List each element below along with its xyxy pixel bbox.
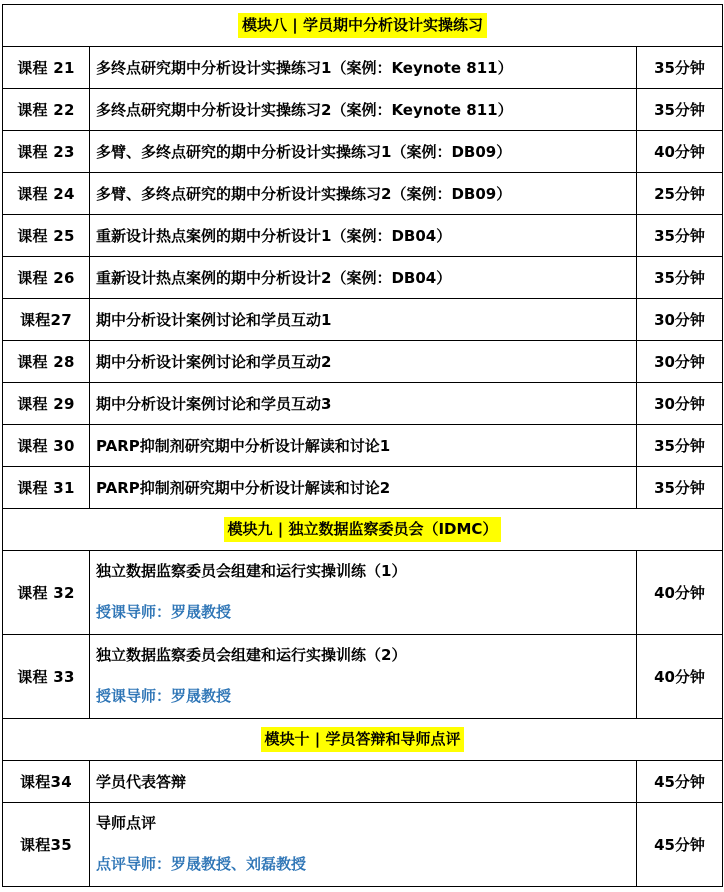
lesson-duration: 40分钟	[637, 131, 723, 173]
lesson-title: 多终点研究期中分析设计实操练习2（案例：Keynote 811）	[90, 89, 637, 131]
lesson-row	[3, 47, 723, 89]
lesson-duration: 35分钟	[637, 89, 723, 131]
lesson-row	[3, 551, 723, 635]
lesson-row	[3, 173, 723, 215]
lesson-duration: 35分钟	[637, 257, 723, 299]
lesson-number: 课程 33	[3, 635, 90, 719]
module-title: 模块十 | 学员答辩和导师点评	[261, 727, 465, 752]
lesson-number: 课程 23	[3, 131, 90, 173]
lesson-row	[3, 299, 723, 341]
lesson-number: 课程 25	[3, 215, 90, 257]
lesson-row	[3, 635, 723, 719]
lesson-number: 课程27	[3, 299, 90, 341]
lesson-row	[3, 131, 723, 173]
module-title: 模块九 | 独立数据监察委员会（IDMC）	[224, 517, 502, 542]
lesson-number: 课程 24	[3, 173, 90, 215]
lesson-number: 课程 26	[3, 257, 90, 299]
lesson-row	[3, 89, 723, 131]
lesson-row	[3, 803, 723, 887]
lesson-row	[3, 215, 723, 257]
lesson-title-cell	[90, 635, 637, 719]
lesson-number: 课程 29	[3, 383, 90, 425]
lesson-title: 期中分析设计案例讨论和学员互动1	[90, 299, 637, 341]
lesson-duration: 35分钟	[637, 467, 723, 509]
lesson-duration: 40分钟	[637, 635, 723, 719]
lesson-row	[3, 341, 723, 383]
lesson-duration: 30分钟	[637, 341, 723, 383]
lesson-number: 课程 32	[3, 551, 90, 635]
lesson-number: 课程34	[3, 761, 90, 803]
lesson-duration: 35分钟	[637, 215, 723, 257]
lesson-title-cell	[90, 551, 637, 635]
lesson-row	[3, 761, 723, 803]
lesson-title: 导师点评	[96, 813, 157, 832]
lesson-duration: 45分钟	[637, 803, 723, 887]
lesson-title: 重新设计热点案例的期中分析设计2（案例：DB04）	[90, 257, 637, 299]
lesson-number: 课程 31	[3, 467, 90, 509]
lesson-duration: 40分钟	[637, 551, 723, 635]
lesson-duration: 30分钟	[637, 299, 723, 341]
lesson-title: 期中分析设计案例讨论和学员互动3	[90, 383, 637, 425]
lesson-title: 学员代表答辩	[90, 761, 637, 803]
lesson-number: 课程 22	[3, 89, 90, 131]
module-header-row	[3, 719, 723, 761]
lesson-row	[3, 425, 723, 467]
lesson-title: 多终点研究期中分析设计实操练习1（案例：Keynote 811）	[90, 47, 637, 89]
module-header-row	[3, 509, 723, 551]
curriculum-table	[2, 4, 723, 887]
module-header-cell	[3, 5, 723, 47]
lesson-row	[3, 467, 723, 509]
lesson-title: 多臂、多终点研究的期中分析设计实操练习1（案例：DB09）	[90, 131, 637, 173]
lesson-title: PARP抑制剂研究期中分析设计解读和讨论1	[90, 425, 637, 467]
lesson-number: 课程35	[3, 803, 90, 887]
lesson-row	[3, 257, 723, 299]
lesson-teacher: 授课导师：罗晟教授	[96, 602, 232, 621]
module-header-cell	[3, 719, 723, 761]
lesson-title: 期中分析设计案例讨论和学员互动2	[90, 341, 637, 383]
lesson-title: 独立数据监察委员会组建和运行实操训练（1）	[96, 561, 407, 580]
module-title: 模块八 | 学员期中分析设计实操练习	[238, 13, 487, 38]
lesson-duration: 25分钟	[637, 173, 723, 215]
lesson-duration: 30分钟	[637, 383, 723, 425]
module-header-row	[3, 5, 723, 47]
module-header-cell	[3, 509, 723, 551]
lesson-number: 课程 30	[3, 425, 90, 467]
lesson-title: PARP抑制剂研究期中分析设计解读和讨论2	[90, 467, 637, 509]
lesson-number: 课程 28	[3, 341, 90, 383]
lesson-title: 多臂、多终点研究的期中分析设计实操练习2（案例：DB09）	[90, 173, 637, 215]
lesson-teacher: 授课导师：罗晟教授	[96, 686, 232, 705]
lesson-teacher: 点评导师：罗晟教授、刘磊教授	[96, 854, 307, 873]
lesson-title: 重新设计热点案例的期中分析设计1（案例：DB04）	[90, 215, 637, 257]
lesson-duration: 35分钟	[637, 425, 723, 467]
lesson-duration: 45分钟	[637, 761, 723, 803]
lesson-title: 独立数据监察委员会组建和运行实操训练（2）	[96, 645, 407, 664]
lesson-number: 课程 21	[3, 47, 90, 89]
lesson-title-cell	[90, 803, 637, 887]
lesson-duration: 35分钟	[637, 47, 723, 89]
lesson-row	[3, 383, 723, 425]
